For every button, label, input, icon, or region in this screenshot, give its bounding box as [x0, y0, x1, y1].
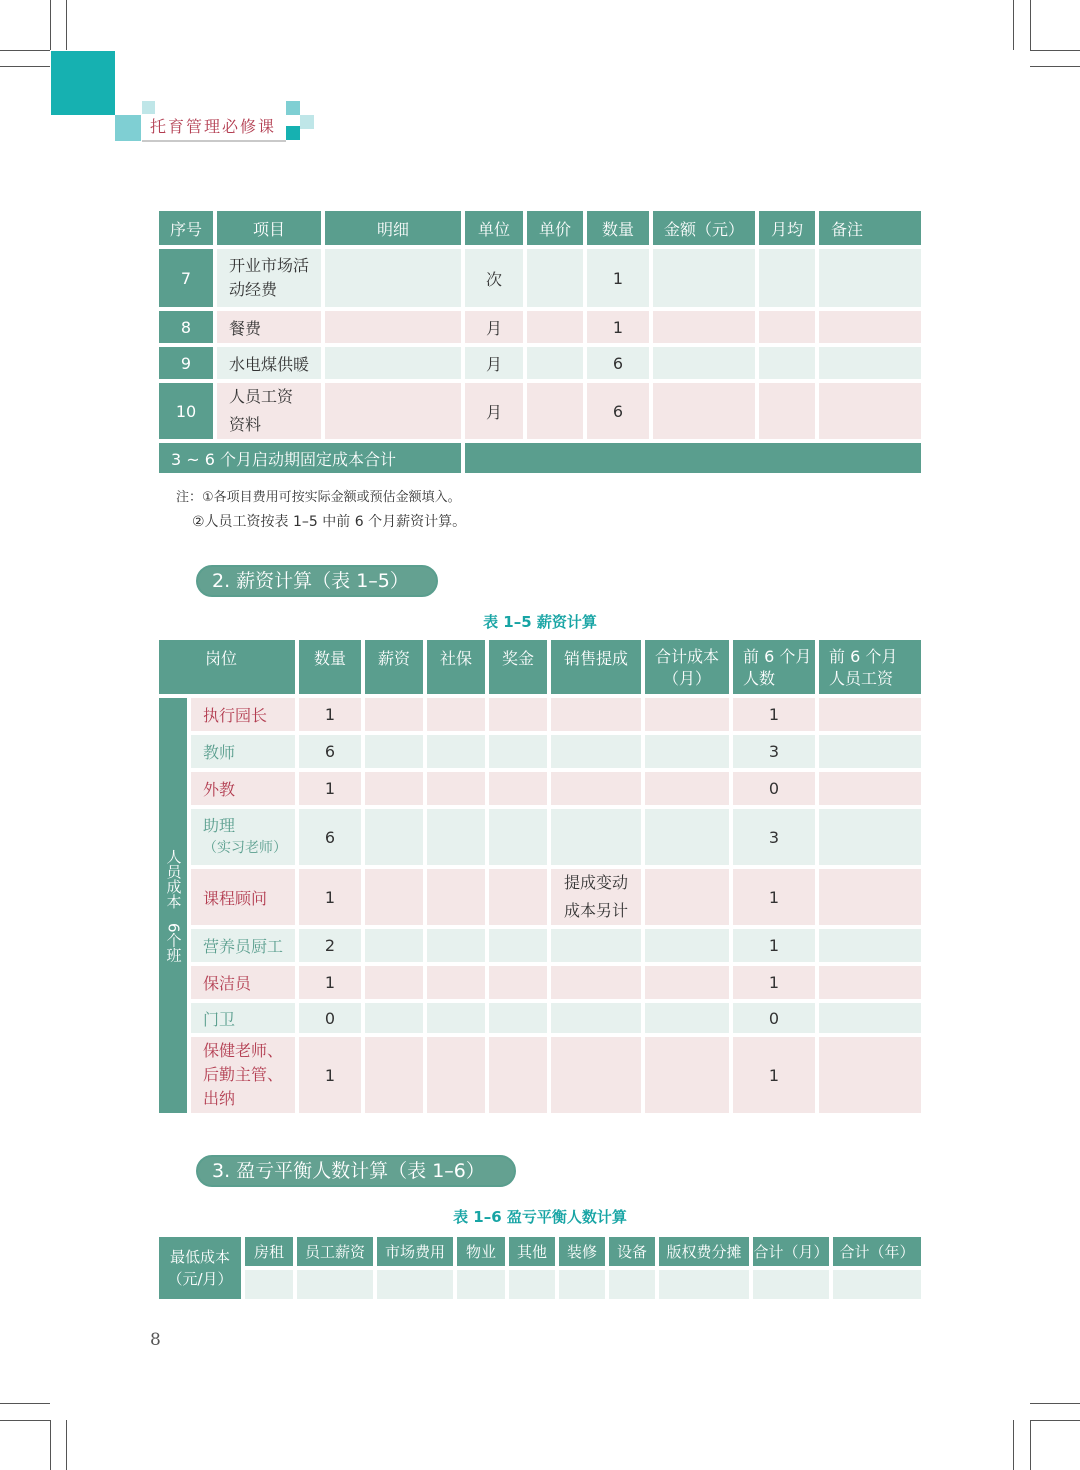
commission-cell: [551, 772, 641, 805]
amount-cell: [653, 347, 755, 379]
insurance-cell: [427, 1003, 485, 1033]
total-cost-cell: [645, 698, 729, 731]
value-cell: [833, 1270, 921, 1299]
table-header-cell: 合计（月）: [753, 1237, 829, 1266]
monthly-cell: [759, 347, 815, 379]
item-text: 动经费: [229, 280, 278, 299]
monthly-cell: [759, 311, 815, 343]
crop-mark: [50, 1420, 51, 1470]
crop-mark: [1013, 1420, 1014, 1470]
total-row: [159, 443, 921, 473]
bonus-cell: [489, 869, 547, 925]
bonus-cell: [489, 966, 547, 999]
total-cost-cell: [645, 809, 729, 865]
amount-cell: [653, 383, 755, 439]
value-cell: [753, 1270, 829, 1299]
monthly-cell: [759, 249, 815, 307]
row-number: 7: [159, 249, 213, 307]
item-cell: 水电煤供暖: [217, 347, 321, 379]
table-header-cell: 物业: [457, 1237, 505, 1266]
row-label-text: （元/月）: [167, 1270, 233, 1288]
table-header-cell: [645, 640, 729, 694]
header-decor-square: [115, 115, 141, 141]
table-header-cell: 市场费用: [377, 1237, 453, 1266]
detail-cell: [325, 249, 461, 307]
section-heading: 2. 薪资计算（表 1–5）: [196, 565, 438, 597]
table-header-cell: 金额（元）: [653, 211, 755, 245]
crop-mark: [66, 1420, 67, 1470]
insurance-cell: [427, 772, 485, 805]
remark-cell: [819, 249, 921, 307]
table-row: [159, 966, 921, 999]
value-cell: [509, 1270, 555, 1299]
qty-cell: 1: [299, 966, 361, 999]
row-label-cell: [159, 1237, 241, 1299]
commission-cell: [551, 929, 641, 962]
table-header-cell: 单价: [527, 211, 583, 245]
role-text: 保健老师、: [203, 1041, 284, 1060]
monthly-cell: [759, 383, 815, 439]
table-header-cell: 单位: [465, 211, 523, 245]
table-caption: 表 1–6 盈亏平衡人数计算: [453, 1208, 627, 1226]
qty-cell: 6: [587, 383, 649, 439]
remark-cell: [819, 383, 921, 439]
crop-mark: [1030, 66, 1080, 67]
header-line: 人员工资: [829, 669, 894, 688]
table-header-cell: 销售提成: [551, 640, 641, 694]
insurance-cell: [427, 698, 485, 731]
wage-cell: [819, 869, 921, 925]
commission-cell: [551, 966, 641, 999]
header-decor-square: [286, 101, 300, 115]
headcount-cell: 3: [733, 735, 815, 768]
table-header-cell: 数量: [299, 640, 361, 694]
header-line: 合计成本: [654, 647, 719, 666]
wage-cell: [819, 1003, 921, 1033]
commission-cell: [551, 698, 641, 731]
role-cell: 教师: [191, 735, 295, 768]
qty-cell: 1: [299, 772, 361, 805]
salary-cell: [365, 698, 423, 731]
table-row: [159, 347, 921, 379]
crop-mark: [1030, 1420, 1080, 1421]
wage-cell: [819, 966, 921, 999]
role-text: 助理: [203, 816, 236, 835]
table-row: [159, 735, 921, 768]
total-cost-cell: [645, 1003, 729, 1033]
cost-table: [155, 207, 925, 477]
table-note: 注：①各项目费用可按实际金额或预估金额填入。: [176, 490, 461, 505]
commission-cell: [551, 1003, 641, 1033]
qty-cell: 1: [299, 1037, 361, 1113]
side-label: [159, 698, 187, 1113]
qty-cell: 6: [299, 735, 361, 768]
unit-cell: 月: [465, 347, 523, 379]
side-label-text: 人员成本: [164, 848, 183, 909]
total-cost-cell: [645, 772, 729, 805]
headcount-cell: 3: [733, 809, 815, 865]
crop-mark: [1030, 1420, 1031, 1470]
table-row: [159, 809, 921, 865]
price-cell: [527, 249, 583, 307]
price-cell: [527, 347, 583, 379]
item-cell: 餐费: [217, 311, 321, 343]
insurance-cell: [427, 966, 485, 999]
header-color-block: [51, 51, 115, 115]
insurance-cell: [427, 735, 485, 768]
item-cell: [217, 383, 321, 439]
table-row: [159, 929, 921, 962]
qty-cell: 6: [299, 809, 361, 865]
total-cost-cell: [645, 735, 729, 768]
headcount-cell: 0: [733, 1003, 815, 1033]
bonus-cell: [489, 772, 547, 805]
table-row: [159, 249, 921, 307]
table-row: [159, 1003, 921, 1033]
total-cost-cell: [645, 929, 729, 962]
role-text: 出纳: [203, 1089, 236, 1108]
crop-mark: [0, 66, 50, 67]
total-cost-cell: [645, 966, 729, 999]
role-cell: 保洁员: [191, 966, 295, 999]
crop-mark: [1030, 0, 1031, 50]
price-cell: [527, 311, 583, 343]
row-number: 9: [159, 347, 213, 379]
breakeven-table: [155, 1233, 925, 1303]
wage-cell: [819, 772, 921, 805]
commission-text: 成本另计: [563, 901, 628, 920]
salary-cell: [365, 1003, 423, 1033]
table-header-cell: 岗位: [159, 640, 295, 694]
salary-cell: [365, 735, 423, 768]
commission-cell: [551, 869, 641, 925]
table-caption: 表 1–5 薪资计算: [483, 613, 597, 631]
value-cell: [245, 1270, 293, 1299]
commission-cell: [551, 735, 641, 768]
commission-text: 提成变动: [563, 873, 628, 892]
wage-cell: [819, 809, 921, 865]
bonus-cell: [489, 809, 547, 865]
table-header-cell: 设备: [609, 1237, 655, 1266]
table-header-cell: 奖金: [489, 640, 547, 694]
salary-cell: [365, 869, 423, 925]
crop-mark: [0, 1403, 50, 1404]
qty-cell: 6: [587, 347, 649, 379]
item-text: 人员工资: [229, 387, 294, 406]
amount-cell: [653, 311, 755, 343]
table-row: [159, 383, 921, 439]
value-cell: [377, 1270, 453, 1299]
remark-cell: [819, 347, 921, 379]
role-cell: 营养员厨工: [191, 929, 295, 962]
qty-cell: 1: [587, 249, 649, 307]
qty-cell: 1: [299, 698, 361, 731]
item-text: 资料: [229, 415, 262, 434]
commission-cell: [551, 1037, 641, 1113]
value-cell: [659, 1270, 749, 1299]
value-cell: [559, 1270, 605, 1299]
wage-cell: [819, 1037, 921, 1113]
unit-cell: 月: [465, 311, 523, 343]
table-header-cell: 序号: [159, 211, 213, 245]
detail-cell: [325, 347, 461, 379]
wage-cell: [819, 929, 921, 962]
bonus-cell: [489, 929, 547, 962]
table-header-cell: 合计（年）: [833, 1237, 921, 1266]
table-header-cell: 房租: [245, 1237, 293, 1266]
headcount-cell: 0: [733, 772, 815, 805]
row-label-text: 最低成本: [169, 1248, 230, 1266]
wage-cell: [819, 698, 921, 731]
table-header-cell: 员工薪资: [297, 1237, 373, 1266]
table-row: [159, 1037, 921, 1113]
qty-cell: 2: [299, 929, 361, 962]
table-header-cell: 明细: [325, 211, 461, 245]
headcount-cell: 1: [733, 966, 815, 999]
value-cell: [297, 1270, 373, 1299]
bonus-cell: [489, 698, 547, 731]
salary-cell: [365, 929, 423, 962]
crop-mark: [0, 1420, 50, 1421]
qty-cell: 0: [299, 1003, 361, 1033]
crop-mark: [66, 0, 67, 50]
crop-mark: [1030, 1403, 1080, 1404]
table-row: [159, 698, 921, 731]
bonus-cell: [489, 735, 547, 768]
header-line: 前 6 个月: [829, 647, 898, 666]
table-header-cell: 薪资: [365, 640, 423, 694]
crop-mark: [1013, 0, 1014, 50]
total-cost-cell: [645, 1037, 729, 1113]
role-cell: 门卫: [191, 1003, 295, 1033]
table-header-cell: 月均: [759, 211, 815, 245]
table-header-cell: 装修: [559, 1237, 605, 1266]
salary-cell: [365, 772, 423, 805]
salary-table: [155, 636, 925, 1117]
series-title: 托育管理必修课: [142, 112, 286, 142]
value-cell: [457, 1270, 505, 1299]
header-line: （月）: [662, 669, 711, 688]
total-value-cell: [465, 443, 921, 473]
header-line: 前 6 个月: [743, 647, 812, 666]
crop-mark: [1030, 50, 1080, 51]
amount-cell: [653, 249, 755, 307]
insurance-cell: [427, 809, 485, 865]
unit-cell: 次: [465, 249, 523, 307]
qty-cell: 1: [587, 311, 649, 343]
row-number: 10: [159, 383, 213, 439]
table-note: ②人员工资按表 1–5 中前 6 个月薪资计算。: [192, 514, 467, 530]
item-text: 开业市场活: [229, 256, 310, 275]
price-cell: [527, 383, 583, 439]
wage-cell: [819, 735, 921, 768]
headcount-cell: 1: [733, 869, 815, 925]
table-header-cell: 其他: [509, 1237, 555, 1266]
crop-mark: [0, 50, 50, 51]
table-header-cell: 数量: [587, 211, 649, 245]
headcount-cell: 1: [733, 1037, 815, 1113]
detail-cell: [325, 311, 461, 343]
role-cell: 外教: [191, 772, 295, 805]
insurance-cell: [427, 1037, 485, 1113]
salary-cell: [365, 966, 423, 999]
header-decor-square: [300, 115, 314, 129]
headcount-cell: 1: [733, 929, 815, 962]
table-row: [159, 772, 921, 805]
remark-cell: [819, 311, 921, 343]
section-heading: 3. 盈亏平衡人数计算（表 1–6）: [196, 1155, 516, 1187]
bonus-cell: [489, 1003, 547, 1033]
unit-cell: 月: [465, 383, 523, 439]
role-subtext: （实习老师）: [203, 840, 287, 856]
page-number: 8: [150, 1330, 161, 1350]
side-label-text: 6个班: [164, 922, 183, 963]
item-cell: [217, 249, 321, 307]
role-cell: [191, 1037, 295, 1113]
table-row: [159, 869, 921, 925]
table-header-cell: 备注: [819, 211, 921, 245]
crop-mark: [50, 0, 51, 50]
table-header-cell: 社保: [427, 640, 485, 694]
table-row: [159, 1270, 921, 1299]
header-decor-square: [286, 126, 300, 140]
row-number: 8: [159, 311, 213, 343]
salary-cell: [365, 809, 423, 865]
commission-cell: [551, 809, 641, 865]
insurance-cell: [427, 929, 485, 962]
table-row: [159, 311, 921, 343]
total-label: 3 ~ 6 个月启动期固定成本合计: [159, 443, 461, 473]
total-cost-cell: [645, 869, 729, 925]
bonus-cell: [489, 1037, 547, 1113]
role-cell: 执行园长: [191, 698, 295, 731]
qty-cell: 1: [299, 869, 361, 925]
table-header-cell: 项目: [217, 211, 321, 245]
header-line: 人数: [743, 669, 776, 688]
table-header-cell: [819, 640, 921, 694]
headcount-cell: 1: [733, 698, 815, 731]
salary-cell: [365, 1037, 423, 1113]
table-header-cell: 版权费分摊: [659, 1237, 749, 1266]
detail-cell: [325, 383, 461, 439]
role-cell: 课程顾问: [191, 869, 295, 925]
role-text: 后勤主管、: [203, 1065, 284, 1084]
insurance-cell: [427, 869, 485, 925]
value-cell: [609, 1270, 655, 1299]
role-cell: [191, 809, 295, 865]
table-header-cell: [733, 640, 815, 694]
